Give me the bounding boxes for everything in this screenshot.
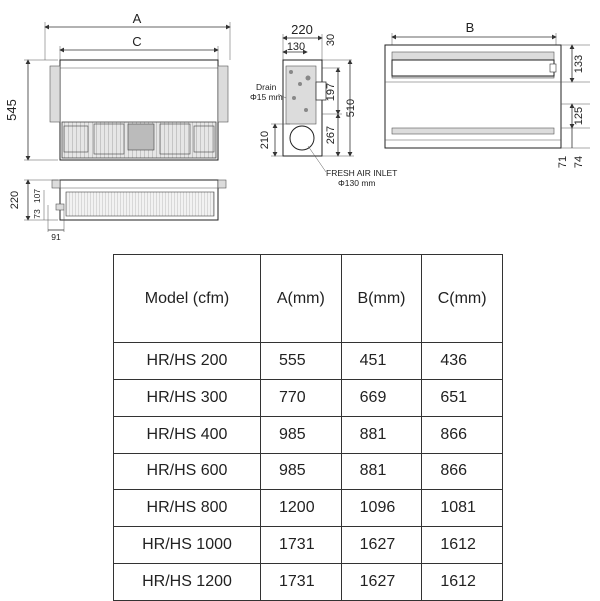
model-cell: HR/HS 300 [114,379,261,416]
rear-dim-71: 71 [557,155,569,169]
model-cell: HR/HS 600 [114,453,261,490]
table-row [114,490,503,527]
a-cell: 1200 [261,490,342,527]
side-dim-510: 510 [345,98,357,118]
rear-dim-125: 125 [573,106,585,126]
side-dim-130: 130 [286,41,306,53]
front-height: 545 [4,99,19,121]
side-width: 220 [291,22,313,37]
side-dim-197: 197 [325,82,337,102]
c-cell: 436 [422,343,503,380]
inlet-label: FRESH AIR INLET [326,168,398,178]
side-dim-210: 210 [259,130,271,150]
side-dim-267: 267 [325,125,337,145]
table-row [114,416,503,453]
model-cell: HR/HS 800 [114,490,261,527]
technical-drawing [0,0,600,245]
table-row [114,453,503,490]
a-cell: 1731 [261,564,342,601]
b-cell: 1096 [341,490,422,527]
rear-dim-74: 74 [573,155,585,169]
b-cell: 1627 [341,564,422,601]
c-cell: 1612 [422,527,503,564]
inlet-size: Φ130 mm [338,178,376,188]
side-view [250,22,397,188]
c-cell: 1081 [422,490,503,527]
bottom-view [9,180,226,242]
a-cell: 985 [261,416,342,453]
rear-label-b: B [465,20,475,35]
side-dim-30: 30 [325,33,337,47]
b-cell: 669 [341,379,422,416]
drain-label: Drain [256,82,277,92]
front-label-a: A [132,11,142,26]
a-cell: 985 [261,453,342,490]
bottom-height: 220 [9,190,21,210]
model-cell: HR/HS 400 [114,416,261,453]
table-row [114,527,503,564]
c-cell: 1612 [422,564,503,601]
header-c: C(mm) [422,255,503,343]
front-label-c: C [132,34,142,49]
header-model: Model (cfm) [114,255,261,343]
rear-dim-133: 133 [573,54,585,74]
c-cell: 866 [422,416,503,453]
table-row [114,343,503,380]
c-cell: 866 [422,453,503,490]
table-header-row [114,255,503,343]
model-cell: HR/HS 1000 [114,527,261,564]
bottom-dim-107: 107 [32,188,42,204]
header-b: B(mm) [341,255,422,343]
rear-view [385,20,590,168]
table-row [114,564,503,601]
a-cell: 1731 [261,527,342,564]
model-cell: HR/HS 200 [114,343,261,380]
b-cell: 1627 [341,527,422,564]
a-cell: 555 [261,343,342,380]
front-view [4,11,230,160]
a-cell: 770 [261,379,342,416]
b-cell: 881 [341,453,422,490]
table-row [114,379,503,416]
model-cell: HR/HS 1200 [114,564,261,601]
bottom-dim-91: 91 [51,232,61,242]
drain-size: Φ15 mm [250,92,283,102]
b-cell: 881 [341,416,422,453]
bottom-dim-73: 73 [32,209,42,219]
b-cell: 451 [341,343,422,380]
dimensions-table [113,254,503,601]
c-cell: 651 [422,379,503,416]
header-a: A(mm) [261,255,342,343]
